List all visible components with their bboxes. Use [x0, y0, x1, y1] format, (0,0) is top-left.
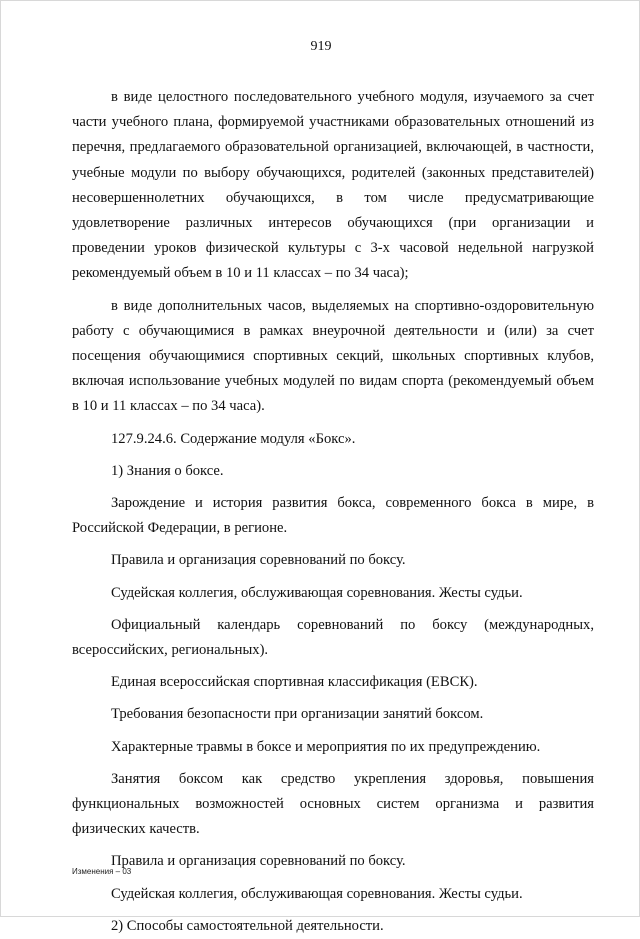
- subsection-heading: 2) Способы самостоятельной деятельности.: [111, 917, 384, 934]
- paragraph: Требования безопасности при организации занятий боксом.: [111, 706, 484, 723]
- footer-revision-note: Изменения – 03: [72, 867, 132, 876]
- page-content: [72, 85, 594, 939]
- paragraph: Занятия боксом как средство укрепления здоровья, повышения функциональных возможностей основных систем организма и развития физических качеств.: [72, 770, 594, 838]
- page-number: 919: [310, 39, 332, 54]
- paragraph: Официальный календарь соревнований по боксу (международных, всероссийских, региональных).: [72, 616, 594, 659]
- paragraph: Зарождение и история развития бокса, современного бокса в мире, в Российской Федерации, в регионе.: [72, 495, 594, 537]
- paragraph: Судейская коллегия, обслуживающая соревнования. Жесты судьи.: [111, 584, 523, 601]
- paragraph: в виде целостного последовательного учебного модуля, изучаемого за счет части учебного плана, формируемой участниками образовательных отношений из перечня, предлагаемого образовательной организацией, включающей, в частности, учебные модули по выбору обучающихся, родителей (законных представителей) несовершеннолетних обучающихся, в том числе предусматривающие удовлетворение различных интересов обучающихся (при организации и проведении уроков физической культуры с 3-х часовой недельной нагрузкой рекомендуемый объем в 10 и 11 классах – по 34 часа);: [72, 89, 594, 282]
- paragraph: в виде дополнительных часов, выделяемых на спортивно-оздоровительную работу с обучающимися в рамках внеурочной деятельности и (или) за счет посещения обучающимися спортивных секций, школьных спортивных клубов, включая использование учебных модулей по видам спорта (рекомендуемый объем в 10 и 11 классах – по 34 часа).: [72, 297, 594, 415]
- paragraph: Правила и организация соревнований по боксу.: [111, 552, 406, 569]
- subsection-heading: 1) Знания о боксе.: [111, 462, 224, 479]
- paragraph: Единая всероссийская спортивная классификация (ЕВСК).: [111, 674, 478, 691]
- paragraph: Судейская коллегия, обслуживающая соревнования. Жесты судьи.: [111, 885, 523, 902]
- paragraph: Характерные травмы в боксе и мероприятия по их предупреждению.: [111, 738, 541, 755]
- section-heading: 127.9.24.6. Содержание модуля «Бокс».: [111, 430, 356, 447]
- paragraph: Правила и организация соревнований по боксу.: [111, 853, 406, 870]
